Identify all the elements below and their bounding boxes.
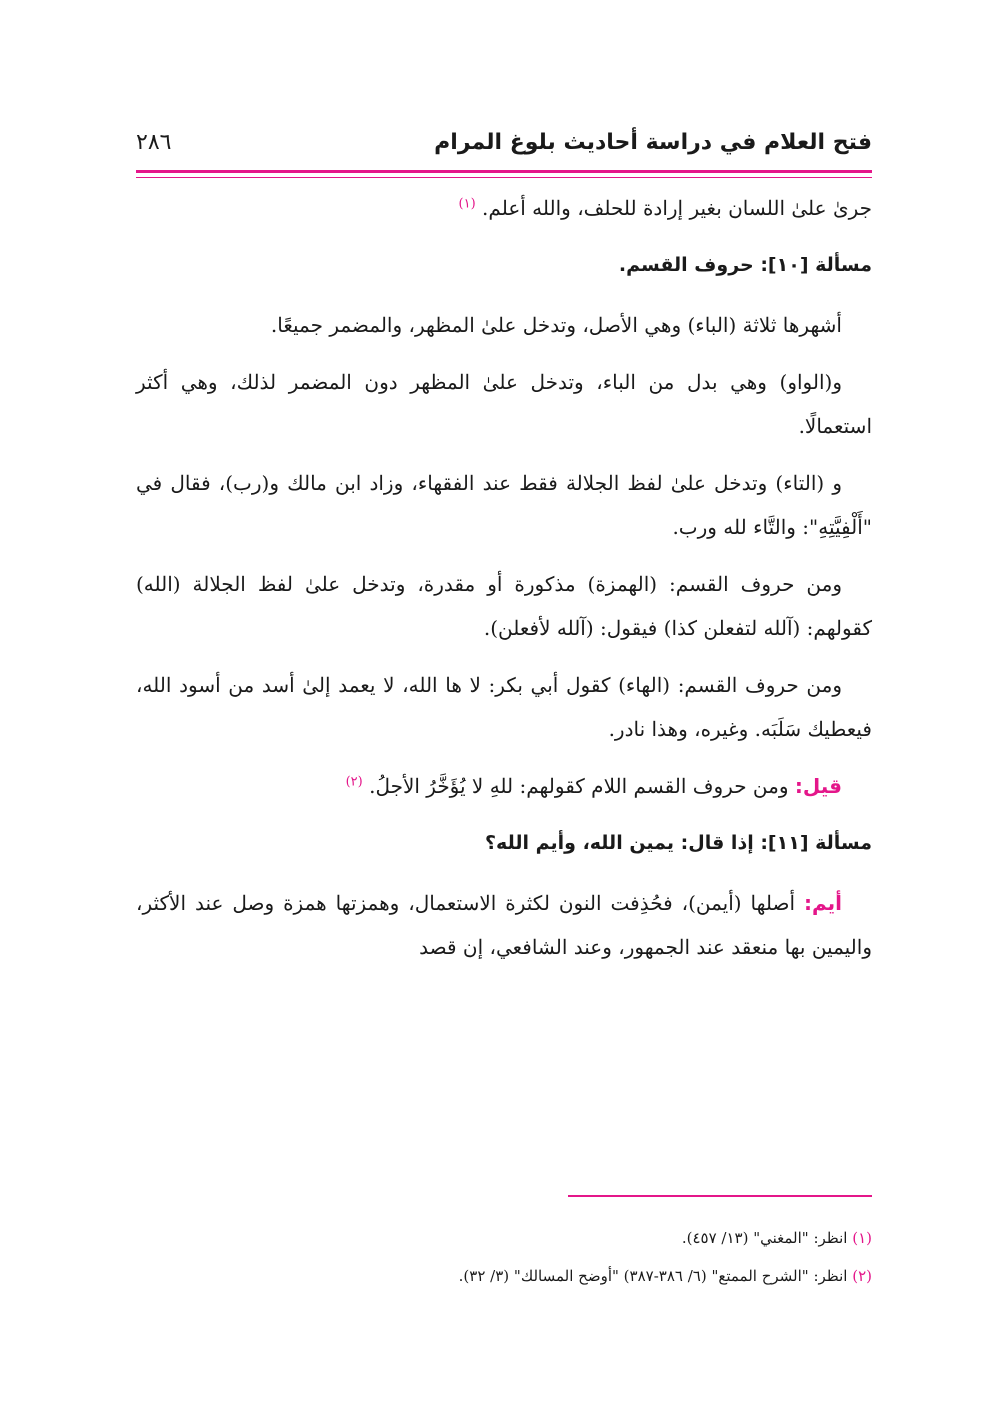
paragraph: أشهرها ثلاثة (الباء) وهي الأصل، وتدخل علىٰ المظهر، والمضمر جميعًا.	[270, 313, 842, 337]
footnote-item	[136, 1222, 872, 1254]
running-header	[136, 128, 872, 168]
footnote-item	[136, 1260, 872, 1292]
footnote-ref: (٢)	[345, 774, 363, 790]
paragraph-text: ومن حروف القسم اللام كقولهم: للهِ لا يُؤَخَّرُ الأجلُ.	[369, 774, 789, 798]
footnote-number: (٢)	[852, 1267, 872, 1285]
header-rule-thin	[136, 177, 872, 178]
paragraph	[136, 881, 872, 969]
paragraph: و(الواو) وهي بدل من الباء، وتدخل علىٰ المظهر دون المضمر لذلك، وهي أكثر استعمالًا.	[136, 370, 872, 438]
page-body	[136, 186, 872, 982]
term-label: قيل:	[794, 774, 842, 798]
section-heading: مسألة [١١]: إذا قال: يمين الله، وأيم الله؟	[485, 832, 872, 854]
footnote-separator	[568, 1195, 872, 1197]
page-number: ٢٨٦	[136, 130, 172, 155]
footnotes	[136, 1222, 872, 1298]
paragraph	[136, 186, 872, 230]
paragraph: ومن حروف القسم: (الهاء) كقول أبي بكر: لا ها الله، لا يعمد إلىٰ أسد من أسود الله، فيعطيك سَلَبَه. وغيره، وهذا نادر.	[136, 673, 872, 741]
paragraph: ومن حروف القسم: (الهمزة) مذكورة أو مقدرة، وتدخل علىٰ لفظ الجلالة (الله) كقولهم: (آلله لتفعلن كذا) فيقول: (آلله لأفعلن).	[136, 572, 872, 640]
section-heading: مسألة [١٠]: حروف القسم.	[618, 254, 872, 276]
paragraph-text: جرىٰ علىٰ اللسان بغير إرادة للحلف، والله أعلم.	[482, 196, 872, 220]
paragraph	[136, 764, 872, 808]
footnote-ref: (١)	[458, 196, 476, 212]
paragraph: و (التاء) وتدخل علىٰ لفظ الجلالة فقط عند الفقهاء، وزاد ابن مالك و(رب)، فقال في "أَلْفِيَّتِهِ": والتَّاء لله ورب.	[136, 471, 872, 539]
book-title: فتح العلام في دراسة أحاديث بلوغ المرام	[434, 130, 872, 155]
footnote-number: (١)	[852, 1229, 872, 1247]
header-rule-thick	[136, 170, 872, 173]
footnote-text: انظر: "المغني" (١٣/ ٤٥٧).	[681, 1229, 848, 1247]
paragraph-text: أصلها (أيمن)، فحُذِفت النون لكثرة الاستعمال، وهمزتها همزة وصل عند الأكثر، واليمين بها منعقد عند الجمهور، وعند الشافعي، إن قصد	[136, 891, 872, 959]
term-label: أيم:	[803, 891, 843, 915]
footnote-text: انظر: "الشرح الممتع" (٦/ ٣٨٦-٣٨٧) "أوضح المسالك" (٣/ ٣٢).	[458, 1267, 848, 1285]
